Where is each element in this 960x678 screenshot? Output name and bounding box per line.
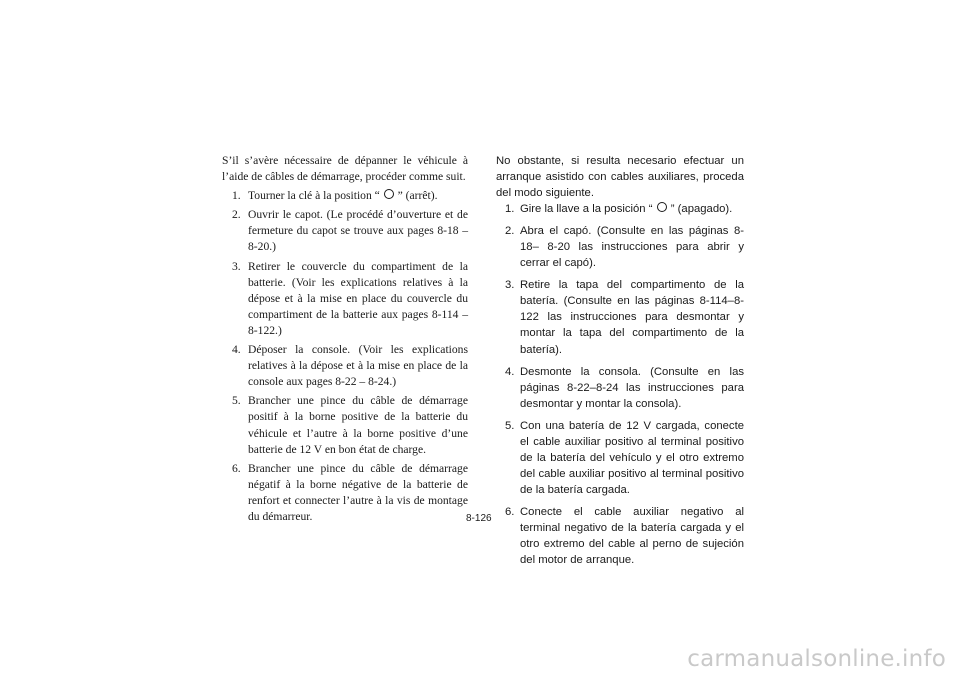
french-step-3: 3. Retirer le couvercle du compartiment de la batterie. (Voir les explications relatives à la dépose et à la mise en place du couvercle du compartiment de la batterie aux pages 8-114 – 8-122.): [232, 259, 468, 337]
spanish-steps: [496, 201, 744, 568]
page-number: 8-126: [466, 513, 492, 524]
spanish-step-6: 6. Conecte el cable auxiliar negativo al terminal negativo de la batería cargada y el otro extremo del cable al perno de sujeción del motor de arranque.: [505, 505, 744, 567]
spanish-step-2: 2. Abra el capó. (Consulte en las páginas 8-18– 8-20 las instrucciones para abrir y cerrar el capó).: [505, 225, 744, 270]
french-step-4: 4. Déposer la console. (Voir les explications relatives à la dépose et à la mise en place de la console aux pages 8-22 – 8-24.): [232, 343, 468, 389]
spanish-step-3: 3. Retire la tapa del compartimento de la batería. (Consulte en las páginas 8-114–8-122 las instrucciones para desmontar y montar la tapa del compartimento de la batería).: [505, 279, 744, 356]
french-intro: S’il s’avère nécessaire de dépanner le véhicule à l’aide de câbles de démarrage, procéder comme suit.: [222, 154, 468, 184]
key-off-circle-icon: [657, 202, 667, 212]
spanish-intro: No obstante, si resulta necesario efectuar un arranque asistido con cables auxiliares, proceda del modo siguiente.: [496, 155, 744, 200]
spanish-step-1: 1. Gire la llave a la posición “ ” (apagado).: [505, 203, 733, 216]
key-off-circle-icon: [384, 189, 394, 199]
french-step-2: 2. Ouvrir le capot. (Le procédé d’ouverture et de fermeture du capot se trouve aux pages 8-18 – 8-20.): [232, 208, 468, 254]
french-step-5: 5. Brancher une pince du câble de démarrage positif à la borne positive de la batterie du véhicule et l’autre à la borne positive d’une batterie de 12 V en bon état de charge.: [232, 394, 468, 456]
spanish-column: [496, 153, 744, 574]
spanish-step-5: 5. Con una batería de 12 V cargada, conecte el cable auxiliar positivo al terminal positivo de la batería del vehículo y el otro extremo del cable auxiliar positivo al terminal positivo de la batería cargada.: [505, 419, 744, 496]
spanish-step-4: 4. Desmonte la consola. (Consulte en las páginas 8-22–8-24 las instrucciones para desmontar y montar la consola).: [505, 365, 744, 410]
french-column: [222, 153, 468, 528]
french-step-1: 1. Tourner la clé à la position “ ” (arrêt).: [232, 189, 438, 203]
french-steps: [222, 188, 468, 525]
french-step-6: 6. Brancher une pince du câble de démarrage négatif à la borne négative de la batterie de renfort et connecter l’autre à la vis de montage du démarreur.: [232, 461, 468, 523]
watermark: carmanualsonline.info: [687, 646, 946, 672]
